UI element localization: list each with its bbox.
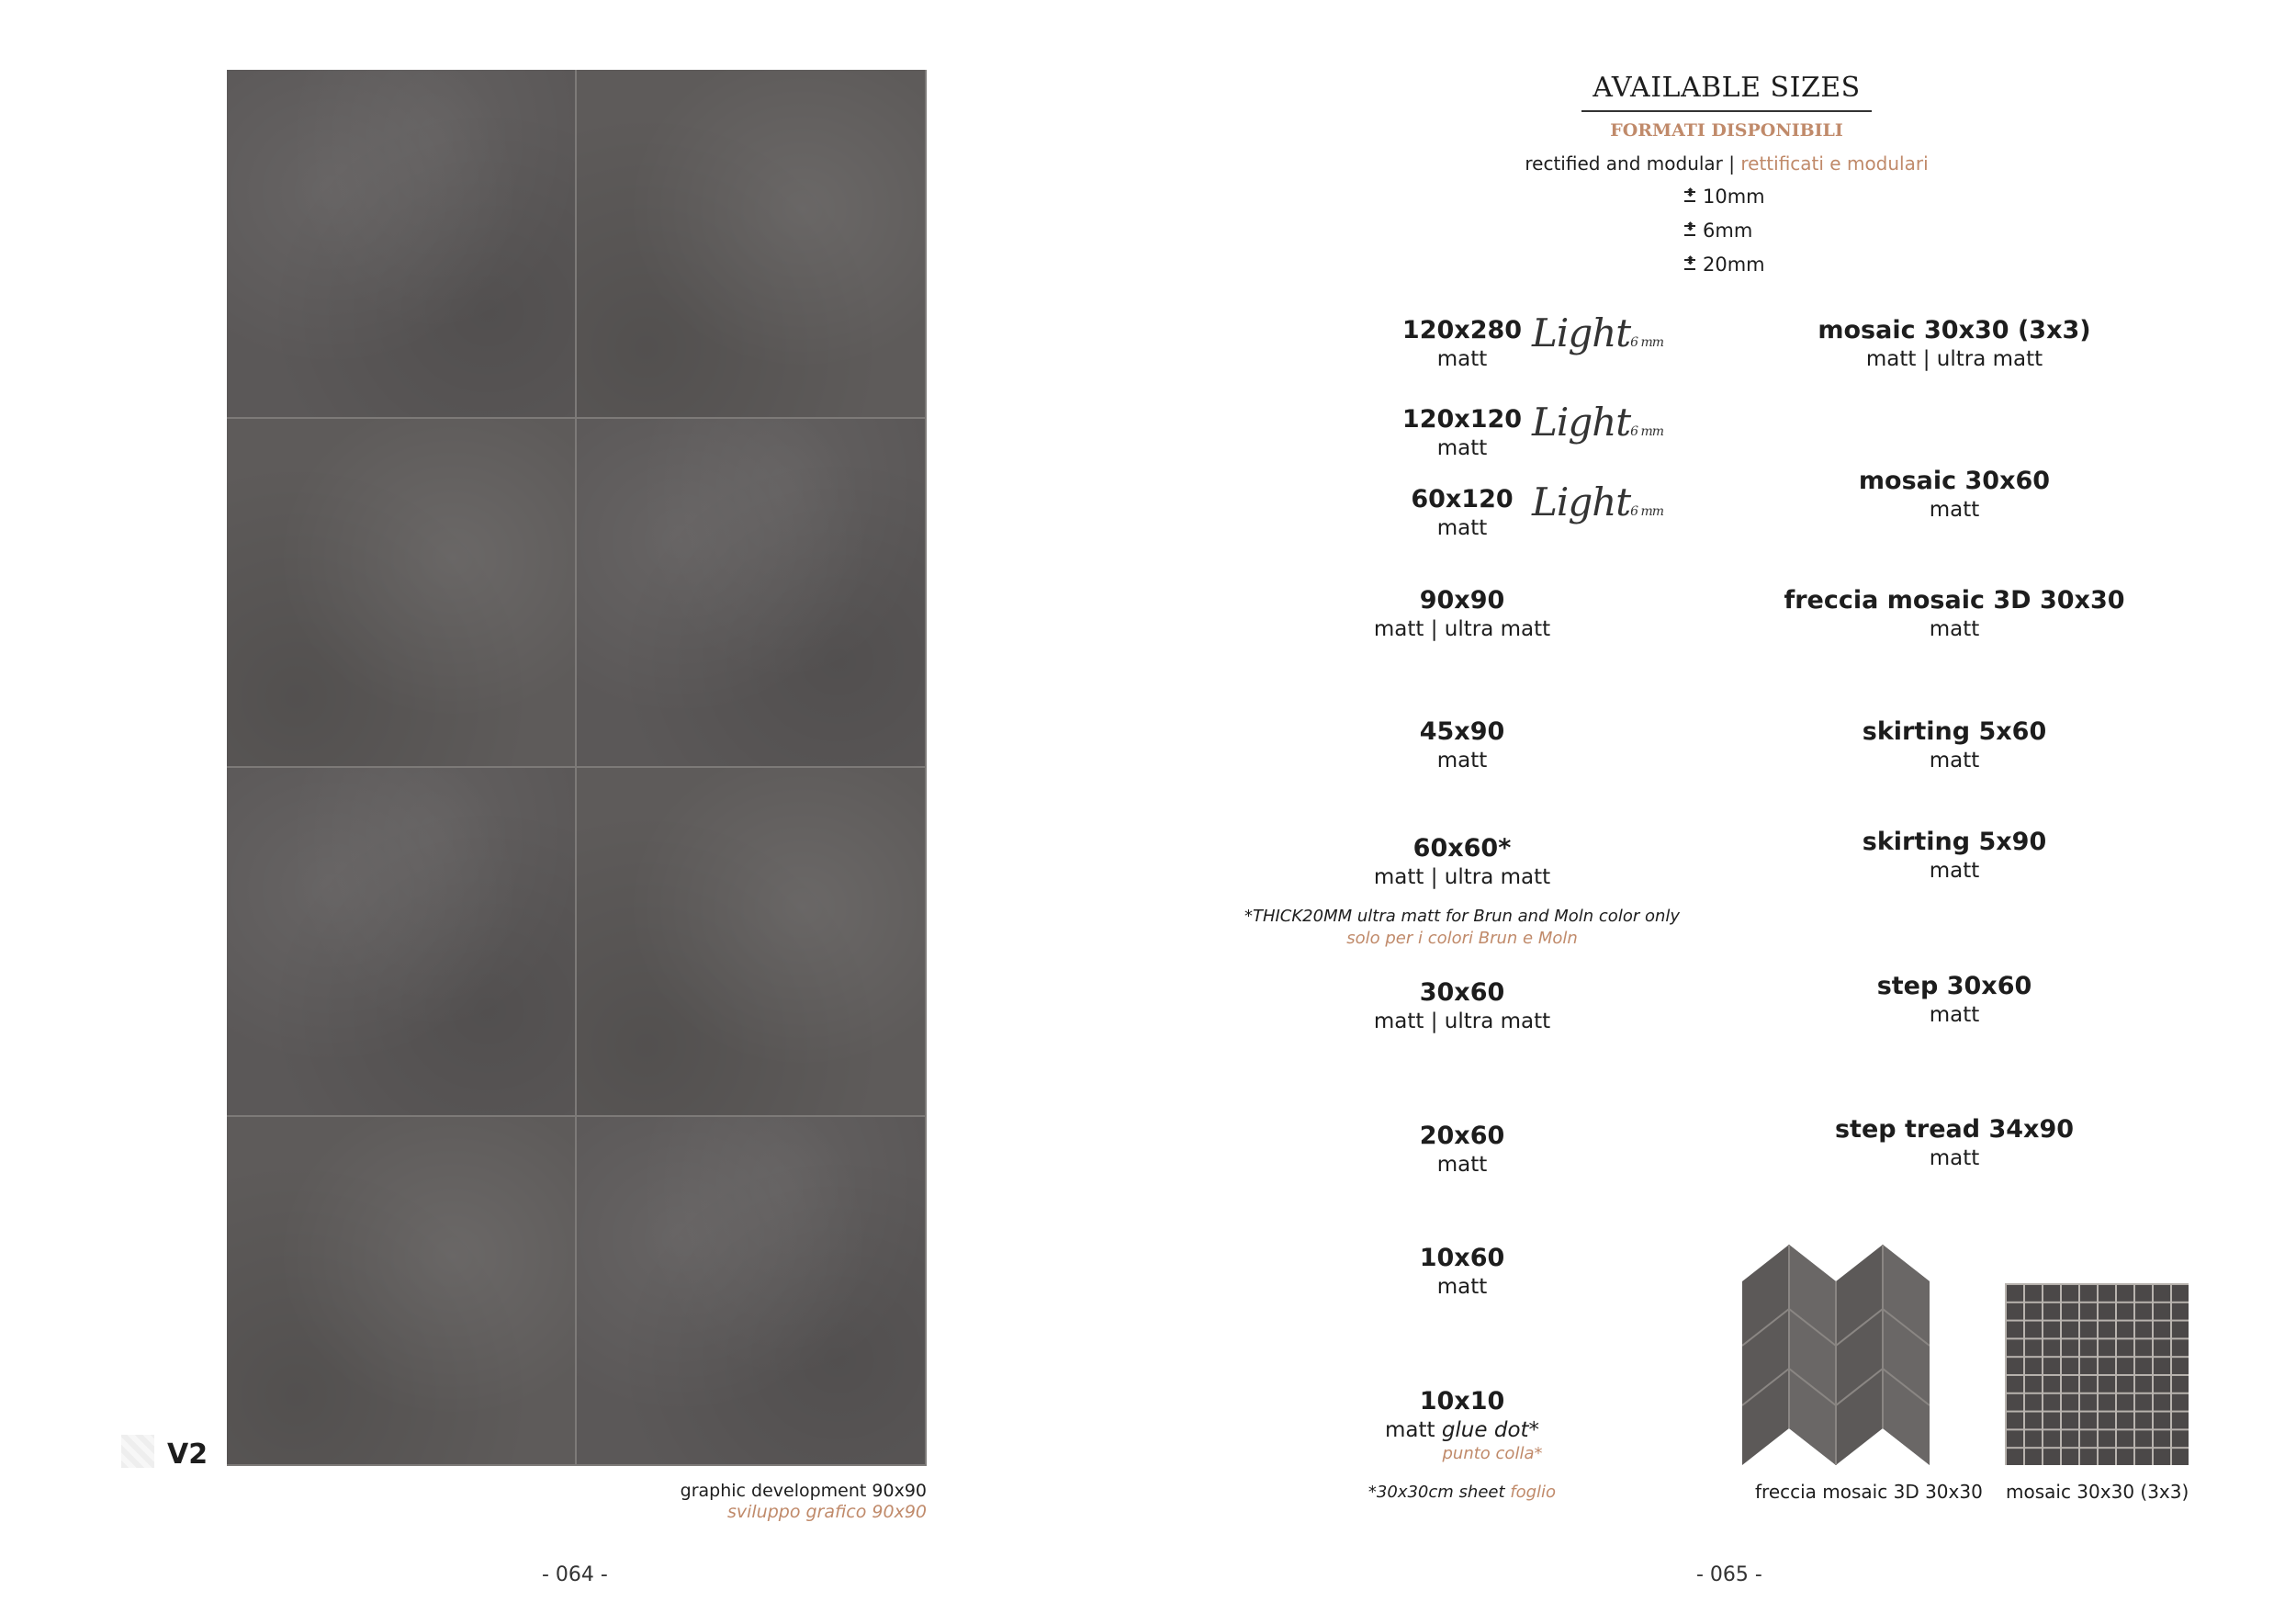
thickness-row xyxy=(1683,254,1765,276)
tile xyxy=(227,1117,577,1466)
tile xyxy=(577,1117,927,1466)
caption-it: sviluppo grafico 90x90 xyxy=(726,1502,927,1522)
thick-note xyxy=(1214,906,1710,950)
size-entry xyxy=(1260,1244,1664,1301)
size-name: step 30x60 xyxy=(1876,972,2032,1000)
size-finish xyxy=(1260,1416,1664,1444)
thickness-value: 10mm xyxy=(1703,186,1765,208)
size-finish: matt xyxy=(1436,1275,1488,1299)
page-subtitle: FORMATI DISPONIBILI xyxy=(1610,120,1843,141)
sheet-note-it: foglio xyxy=(1510,1483,1557,1502)
thickness-icon xyxy=(1683,189,1697,204)
size-name: freccia mosaic 3D 30x30 xyxy=(1784,586,2125,615)
tile xyxy=(227,768,577,1117)
size-name: 120x280 xyxy=(1401,316,1523,344)
rectified-it: rettificati e modulari xyxy=(1740,152,1929,175)
thickness-icon xyxy=(1683,223,1697,238)
size-finish: matt | ultra matt xyxy=(1373,865,1551,889)
color-variation-code: V2 xyxy=(167,1438,208,1471)
sheet-note xyxy=(1306,1483,1618,1502)
light-unit: 6 mm xyxy=(1630,335,1664,350)
size-finish: matt xyxy=(1436,1153,1488,1177)
tile xyxy=(577,768,927,1117)
light-label: Light xyxy=(1532,310,1631,355)
size-finish: matt xyxy=(1929,498,1980,522)
size-finish: matt xyxy=(1929,749,1980,773)
finish-extra: glue dot* xyxy=(1441,1418,1540,1442)
size-entry xyxy=(1260,1122,1664,1179)
size-entry xyxy=(1752,586,2156,643)
freccia-mosaic-image xyxy=(1742,1245,1930,1465)
size-name: 10x60 xyxy=(1419,1244,1505,1272)
size-finish: matt xyxy=(1929,1003,1980,1027)
tile-layout-image xyxy=(227,70,927,1466)
thickness-value: 6mm xyxy=(1703,220,1753,242)
size-entry xyxy=(1260,586,1664,643)
size-name: skirting 5x90 xyxy=(1862,828,2047,856)
size-name: mosaic 30x60 xyxy=(1858,467,2051,495)
size-name: 20x60 xyxy=(1419,1122,1505,1150)
thickness-icon xyxy=(1683,257,1697,272)
size-name: 90x90 xyxy=(1419,586,1505,615)
thick-note-en: *THICK20MM ultra matt for Brun and Moln color only xyxy=(1244,907,1681,926)
sheet-note-en: *30x30cm sheet xyxy=(1367,1483,1505,1502)
caption-en: graphic development 90x90 xyxy=(680,1481,927,1501)
rectified-en: rectified and modular xyxy=(1525,152,1723,175)
tile xyxy=(577,419,927,768)
graphic-caption xyxy=(681,1481,927,1523)
tile xyxy=(227,70,577,419)
size-finish: matt xyxy=(1929,859,1980,883)
size-finish: matt xyxy=(1436,436,1488,460)
tile xyxy=(577,70,927,419)
page-title: AVAILABLE SIZES xyxy=(1593,72,1861,104)
light-label: Light xyxy=(1532,400,1631,445)
size-finish: matt xyxy=(1436,516,1488,540)
size-finish: matt | ultra matt xyxy=(1373,1009,1551,1033)
size-entry xyxy=(1752,972,2156,1029)
mosaic-caption: mosaic 30x30 (3x3) xyxy=(2006,1481,2189,1503)
size-name: step tread 34x90 xyxy=(1834,1115,2075,1144)
finish-main: matt xyxy=(1384,1418,1435,1442)
size-entry xyxy=(1752,316,2156,373)
shade-variation-icon xyxy=(121,1435,154,1468)
size-finish: matt xyxy=(1436,347,1488,371)
page-number-right: - 065 - xyxy=(1696,1563,1762,1586)
size-name: 60x120 xyxy=(1411,485,1514,513)
thickness-row xyxy=(1683,186,1765,208)
size-entry xyxy=(1260,717,1664,774)
size-entry xyxy=(1752,1115,2156,1172)
thick-note-it: solo per i colori Brun e Moln xyxy=(1346,929,1578,948)
glue-note-it: punto colla* xyxy=(1442,1444,1543,1463)
size-entry xyxy=(1260,978,1664,1035)
light-unit: 6 mm xyxy=(1630,504,1664,519)
size-entry xyxy=(1752,828,2156,885)
page-number-left: - 064 - xyxy=(542,1563,608,1586)
size-finish: matt | ultra matt xyxy=(1865,347,2043,371)
mosaic-3x3-image xyxy=(2005,1283,2189,1465)
tile xyxy=(227,419,577,768)
size-entry xyxy=(1260,1387,1664,1444)
size-name: 30x60 xyxy=(1419,978,1505,1007)
size-name: 45x90 xyxy=(1419,717,1505,746)
thickness-row xyxy=(1683,220,1752,242)
size-name: 60x60* xyxy=(1412,834,1512,863)
size-finish: matt xyxy=(1929,1146,1980,1170)
size-name: 120x120 xyxy=(1401,405,1523,434)
thickness-value: 20mm xyxy=(1703,254,1765,276)
freccia-caption: freccia mosaic 3D 30x30 xyxy=(1755,1481,1983,1503)
light-6mm-logo xyxy=(1532,400,1663,445)
size-name: skirting 5x60 xyxy=(1862,717,2047,746)
size-entry xyxy=(1260,834,1664,891)
size-entry xyxy=(1752,717,2156,774)
light-unit: 6 mm xyxy=(1630,424,1664,439)
size-name: mosaic 30x30 (3x3) xyxy=(1818,316,2091,344)
light-label: Light xyxy=(1532,479,1631,524)
size-entry xyxy=(1752,467,2156,524)
title-divider xyxy=(1581,110,1872,112)
size-name: 10x10 xyxy=(1419,1387,1505,1415)
rectified-line xyxy=(1451,152,2002,175)
size-finish: matt xyxy=(1436,749,1488,773)
light-6mm-logo xyxy=(1532,310,1663,355)
rectified-separator: | xyxy=(1722,152,1741,175)
light-6mm-logo xyxy=(1532,479,1663,524)
size-finish: matt | ultra matt xyxy=(1373,617,1551,641)
size-finish: matt xyxy=(1929,617,1980,641)
